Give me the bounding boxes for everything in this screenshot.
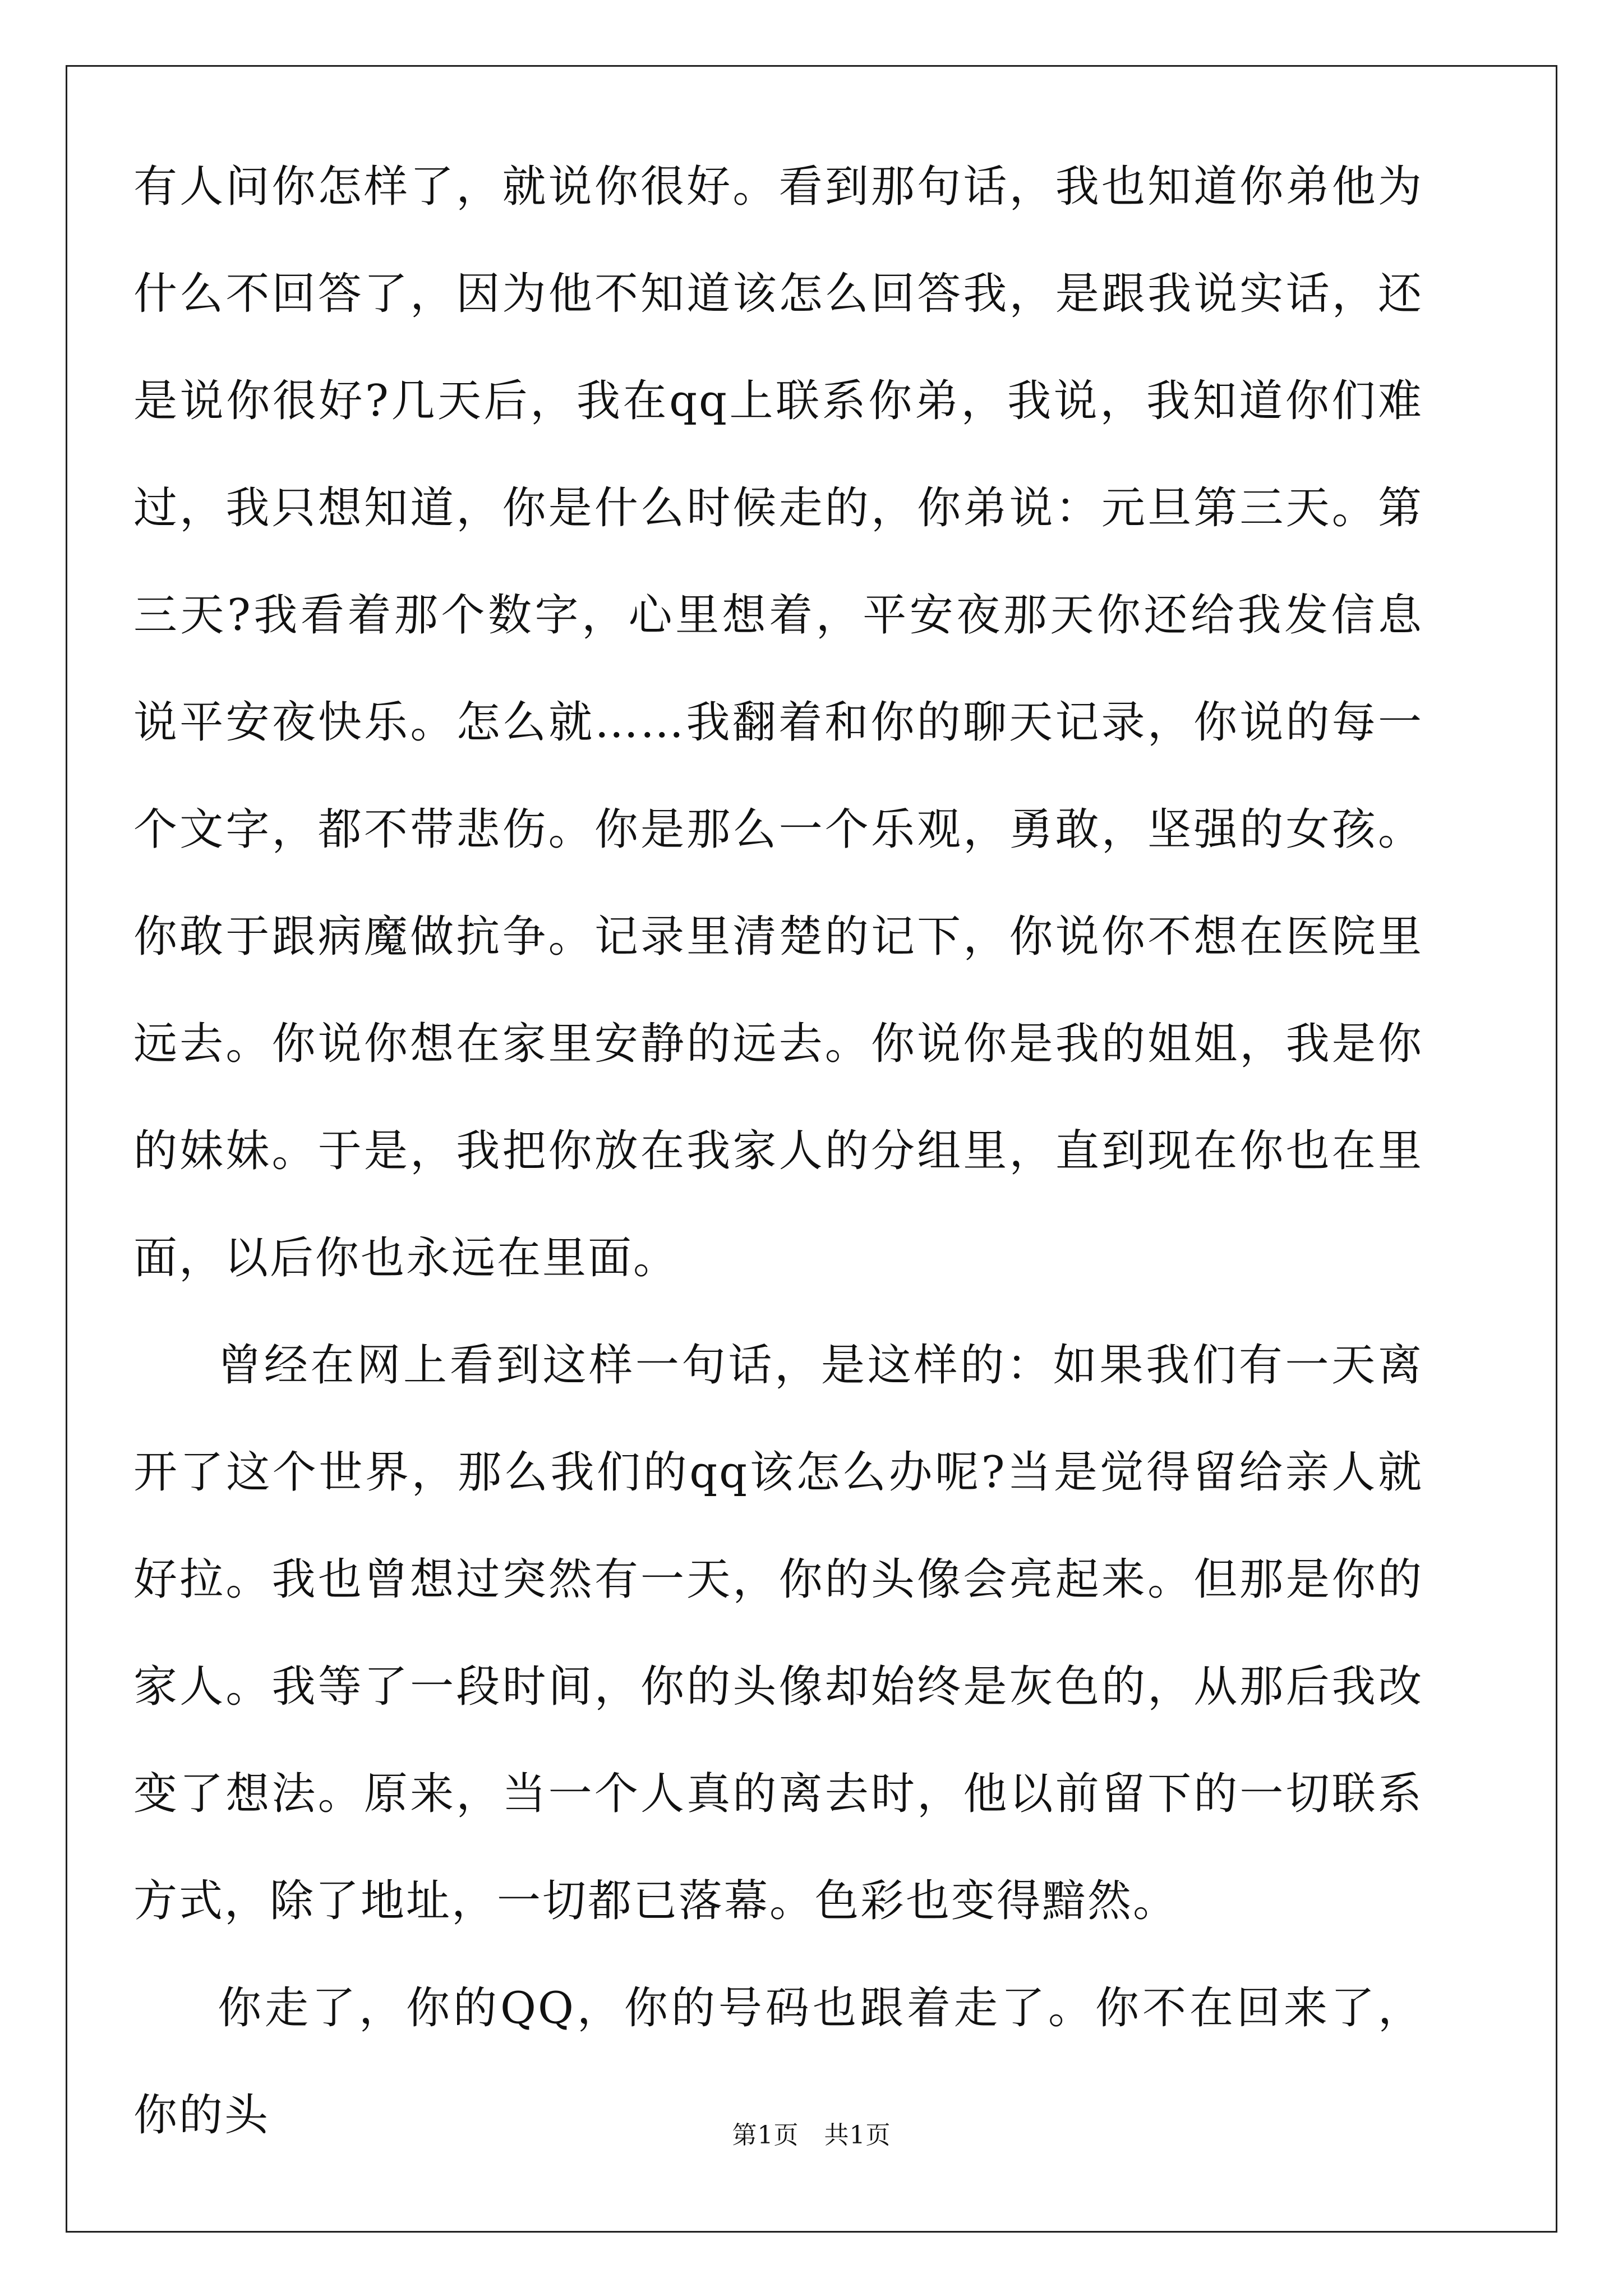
page-number: 第1页 <box>732 2121 799 2150</box>
document-body <box>133 134 1423 2169</box>
page-footer <box>0 2115 1623 2151</box>
paragraph-1: 有人问你怎样了，就说你很好。看到那句话，我也知道你弟他为什么不回答了，因为他不知道该怎么回答我，是跟我说实话，还是说你很好?几天后，我在qq上联系你弟，我说，我知道你们难过，我只想知道，你是什么时候走的，你弟说：元旦第三天。第三天?我看着那个数字，心里想着，平安夜那天你还给我发信息说平安夜快乐。怎么就……我翻着和你的聊天记录，你说的每一个文字，都不带悲伤。你是那么一个乐观，勇敢，坚强的女孩。你敢于跟病魔做抗争。记录里清楚的记下，你说你不想在医院里远去。你说你想在家里安静的远去。你说你是我的姐姐，我是你的妹妹。于是，我把你放在我家人的分组里，直到现在你也在里面，以后你也永远在里面。 <box>133 162 1423 1283</box>
page-total: 共1页 <box>824 2121 891 2150</box>
paragraph-2: 曾经在网上看到这样一句话，是这样的：如果我们有一天离开了这个世界，那么我们的qq该怎么办呢?当是觉得留给亲人就好拉。我也曾想过突然有一天，你的头像会亮起来。但那是你的家人。我等了一段时间，你的头像却始终是灰色的，从那后我改变了想法。原来，当一个人真的离去时，他以前留下的一切联系方式，除了地址，一切都已落幕。色彩也变得黯然。 <box>133 1340 1423 1926</box>
paragraph-3: 你走了，你的QQ，你的号码也跟着走了。你不在回来了，你的头 <box>133 1983 1423 2141</box>
